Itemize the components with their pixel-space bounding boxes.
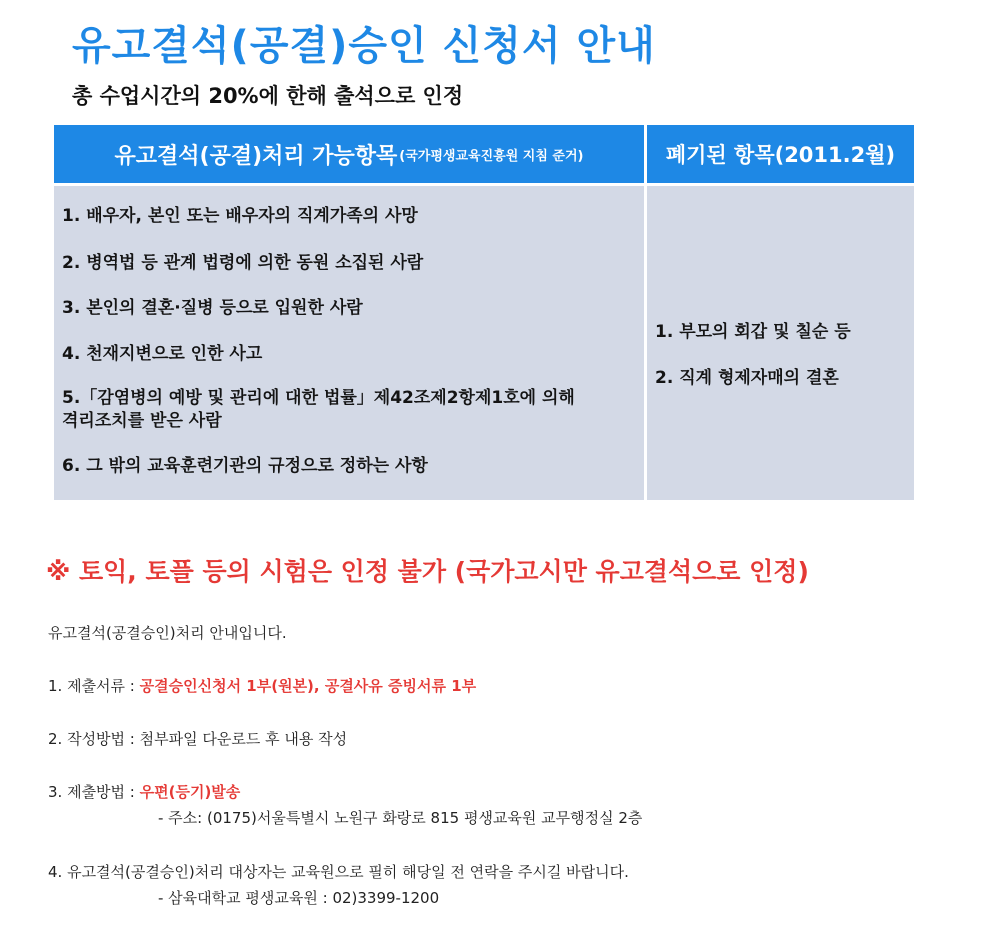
notice-item-contact: 4. 유고결석(공결승인)처리 대상자는 교육원으로 필히 해당일 전 연락을 주시길 바랍니다. <box>48 863 629 881</box>
exam-warning: ※ 토익, 토플 등의 시험은 인정 불가 (국가고시만 유고결석으로 인정) <box>46 557 809 586</box>
header-allowed-items-note: (국가평생교육진흥원 지침 준거) <box>399 148 584 164</box>
abolished-item: 1. 부모의 회갑 및 칠순 등 <box>655 322 851 342</box>
page-title: 유고결석(공결)승인 신청서 안내 <box>72 23 656 69</box>
notice-item-submission-value: 우편(등기)발송 <box>139 783 241 801</box>
absence-items-table <box>54 125 914 500</box>
notice-address: - 주소: (0175)서울특별시 노원구 화랑로 815 평생교육원 교무행정실 2층 <box>158 809 643 827</box>
header-abolished-items: 폐기된 항목(2011.2월) <box>647 125 914 183</box>
notice-item-documents <box>48 675 476 696</box>
notice-item-submission-label: 3. 제출방법 : <box>48 783 140 801</box>
notice-contact-phone: - 삼육대학교 평생교육원 : 02)3399-1200 <box>158 889 440 907</box>
header-allowed-items-label: 유고결석(공결)처리 가능항목 <box>114 143 398 169</box>
notice-item-documents-label: 1. 제출서류 : <box>48 677 140 695</box>
allowed-item: 3. 본인의 결혼·질병 등으로 입원한 사람 <box>62 298 363 318</box>
notice-item-method: 2. 작성방법 : 첨부파일 다운로드 후 내용 작성 <box>48 730 348 748</box>
allowed-items-cell <box>54 186 644 500</box>
header-allowed-items <box>54 125 644 183</box>
allowed-item-continued: 격리조치를 받은 사람 <box>62 411 222 431</box>
allowed-item: 4. 천재지변으로 인한 사고 <box>62 344 263 364</box>
notice-intro: 유고결석(공결승인)처리 안내입니다. <box>48 624 287 642</box>
page-subtitle: 총 수업시간의 20%에 한해 출석으로 인정 <box>72 84 464 108</box>
allowed-item: 5.「감염병의 예방 및 관리에 대한 법률」제42조제2항제1호에 의해 <box>62 388 575 408</box>
notice-item-documents-value: 공결승인신청서 1부(원본), 공결사유 증빙서류 1부 <box>139 677 477 695</box>
allowed-item: 1. 배우자, 본인 또는 배우자의 직계가족의 사망 <box>62 206 418 226</box>
abolished-items-cell <box>647 186 914 500</box>
allowed-item: 6. 그 밖의 교육훈련기관의 규정으로 정하는 사항 <box>62 456 428 476</box>
notice-item-submission <box>48 781 240 802</box>
allowed-item: 2. 병역법 등 관계 법령에 의한 동원 소집된 사람 <box>62 253 424 273</box>
abolished-item: 2. 직계 형제자매의 결혼 <box>655 368 839 388</box>
